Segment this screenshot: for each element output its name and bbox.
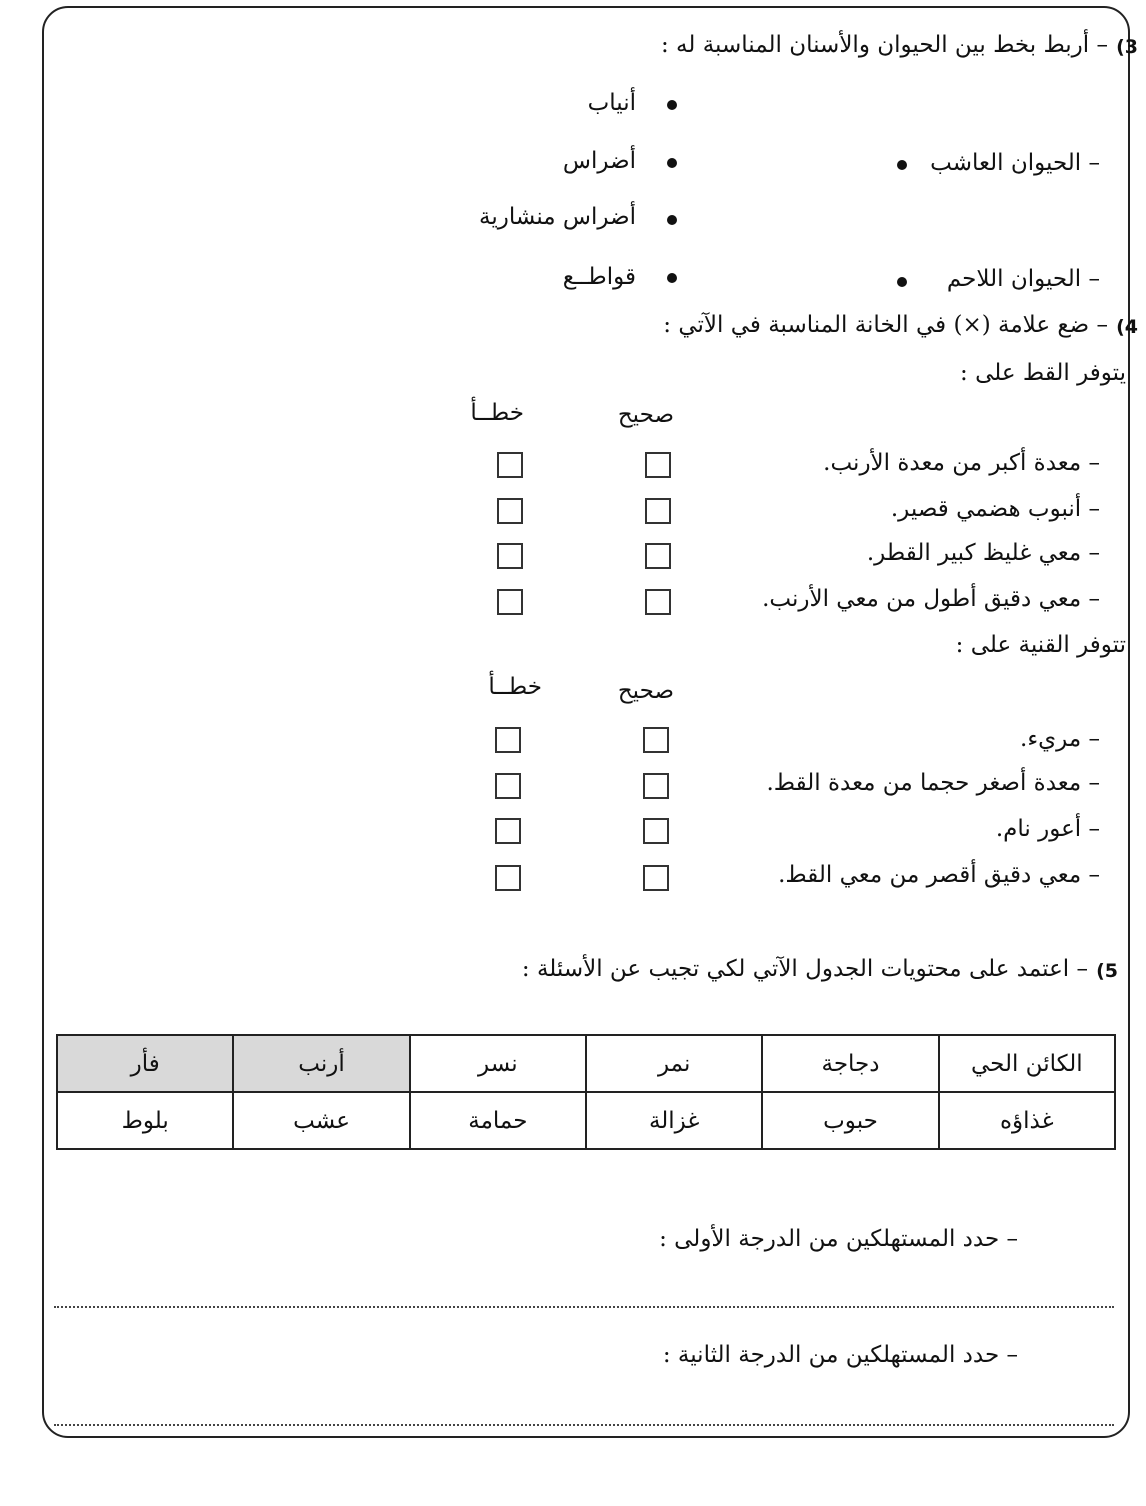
cat-item-2: – أنبوب هضمي قصير. <box>890 496 1100 522</box>
animal-dot-1[interactable] <box>897 160 907 170</box>
table-cell: حمامة <box>410 1092 586 1149</box>
cat-col-true: صحيح <box>617 402 674 428</box>
cat-heading: يتوفر القط على : <box>960 360 1126 386</box>
hedgehog-true-checkbox-2[interactable] <box>643 773 669 799</box>
cat-item-1: – معدة أكبر من معدة الأرنب. <box>823 450 1100 476</box>
hedgehog-true-checkbox-4[interactable] <box>643 865 669 891</box>
hedgehog-heading: تتوفر القنية على : <box>955 632 1126 658</box>
table-cell: أرنب <box>233 1035 409 1092</box>
answer-line-second[interactable] <box>54 1424 1114 1426</box>
hedgehog-item-3: – أعور نام. <box>995 816 1100 842</box>
cat-item-3: – معي غليظ كبير القطر. <box>866 540 1100 566</box>
answer-line-first[interactable] <box>54 1306 1114 1308</box>
table-cell: نمر <box>586 1035 762 1092</box>
tooth-canines: أنياب <box>587 90 636 116</box>
tooth-dot-1[interactable] <box>667 100 677 110</box>
tooth-molars: أضراس <box>562 148 636 174</box>
table-cell: فأر <box>57 1035 233 1092</box>
cat-item-4: – معي دقيق أطول من معي الأرنب. <box>762 586 1100 612</box>
cat-false-checkbox-3[interactable] <box>497 543 523 569</box>
hedgehog-true-checkbox-3[interactable] <box>643 818 669 844</box>
tooth-dot-4[interactable] <box>667 273 677 283</box>
hedgehog-false-checkbox-1[interactable] <box>495 727 521 753</box>
table-cell: الكائن الحي <box>939 1035 1115 1092</box>
cat-col-false: خطــأ <box>470 400 524 426</box>
hedgehog-false-checkbox-3[interactable] <box>495 818 521 844</box>
animal-dot-2[interactable] <box>897 277 907 287</box>
table-row-organisms <box>57 1035 1115 1092</box>
table-cell: نسر <box>410 1035 586 1092</box>
q5-instruction: – اعتمد على محتويات الجدول الآتي لكي تجيب عن الأسئلة : <box>521 956 1088 982</box>
hedgehog-item-1: – مريء. <box>1020 726 1100 752</box>
cat-true-checkbox-2[interactable] <box>645 498 671 524</box>
table-cell: حبوب <box>762 1092 938 1149</box>
hedgehog-true-checkbox-1[interactable] <box>643 727 669 753</box>
hedgehog-false-checkbox-4[interactable] <box>495 865 521 891</box>
cat-false-checkbox-2[interactable] <box>497 498 523 524</box>
q4-instruction: – ضع علامة (×) في الخانة المناسبة في الآتي : <box>663 312 1108 338</box>
cat-false-checkbox-4[interactable] <box>497 589 523 615</box>
question-first-consumers: – حدد المستهلكين من الدرجة الأولى : <box>659 1226 1018 1252</box>
cat-true-checkbox-4[interactable] <box>645 589 671 615</box>
cat-true-checkbox-3[interactable] <box>645 543 671 569</box>
q3-number: 3) <box>1116 36 1138 58</box>
food-table <box>56 1034 1116 1150</box>
cat-false-checkbox-1[interactable] <box>497 452 523 478</box>
tooth-dot-3[interactable] <box>667 215 677 225</box>
table-row-food <box>57 1092 1115 1149</box>
question-second-consumers: – حدد المستهلكين من الدرجة الثانية : <box>662 1342 1018 1368</box>
q4-number: 4) <box>1116 316 1138 338</box>
table-cell: عشب <box>233 1092 409 1149</box>
table-cell: غزالة <box>586 1092 762 1149</box>
table-cell: بلوط <box>57 1092 233 1149</box>
tooth-carnassial: أضراس منشارية <box>478 204 636 230</box>
hedgehog-col-true: صحيح <box>617 678 674 704</box>
q3-instruction: – أربط بخط بين الحيوان والأسنان المناسبة له : <box>661 32 1108 58</box>
hedgehog-item-4: – معي دقيق أقصر من معي القط. <box>778 862 1100 888</box>
animal-herbivore: – الحيوان العاشب <box>930 150 1100 176</box>
tooth-dot-2[interactable] <box>667 158 677 168</box>
q5-number: 5) <box>1096 960 1118 982</box>
hedgehog-false-checkbox-2[interactable] <box>495 773 521 799</box>
tooth-incisors: قواطــع <box>562 264 636 290</box>
animal-carnivore: – الحيوان اللاحم <box>946 266 1100 292</box>
hedgehog-item-2: – معدة أصغر حجما من معدة القط. <box>766 770 1100 796</box>
cat-true-checkbox-1[interactable] <box>645 452 671 478</box>
hedgehog-col-false: خطــأ <box>488 674 542 700</box>
table-cell: دجاجة <box>762 1035 938 1092</box>
table-cell: غذاؤه <box>939 1092 1115 1149</box>
